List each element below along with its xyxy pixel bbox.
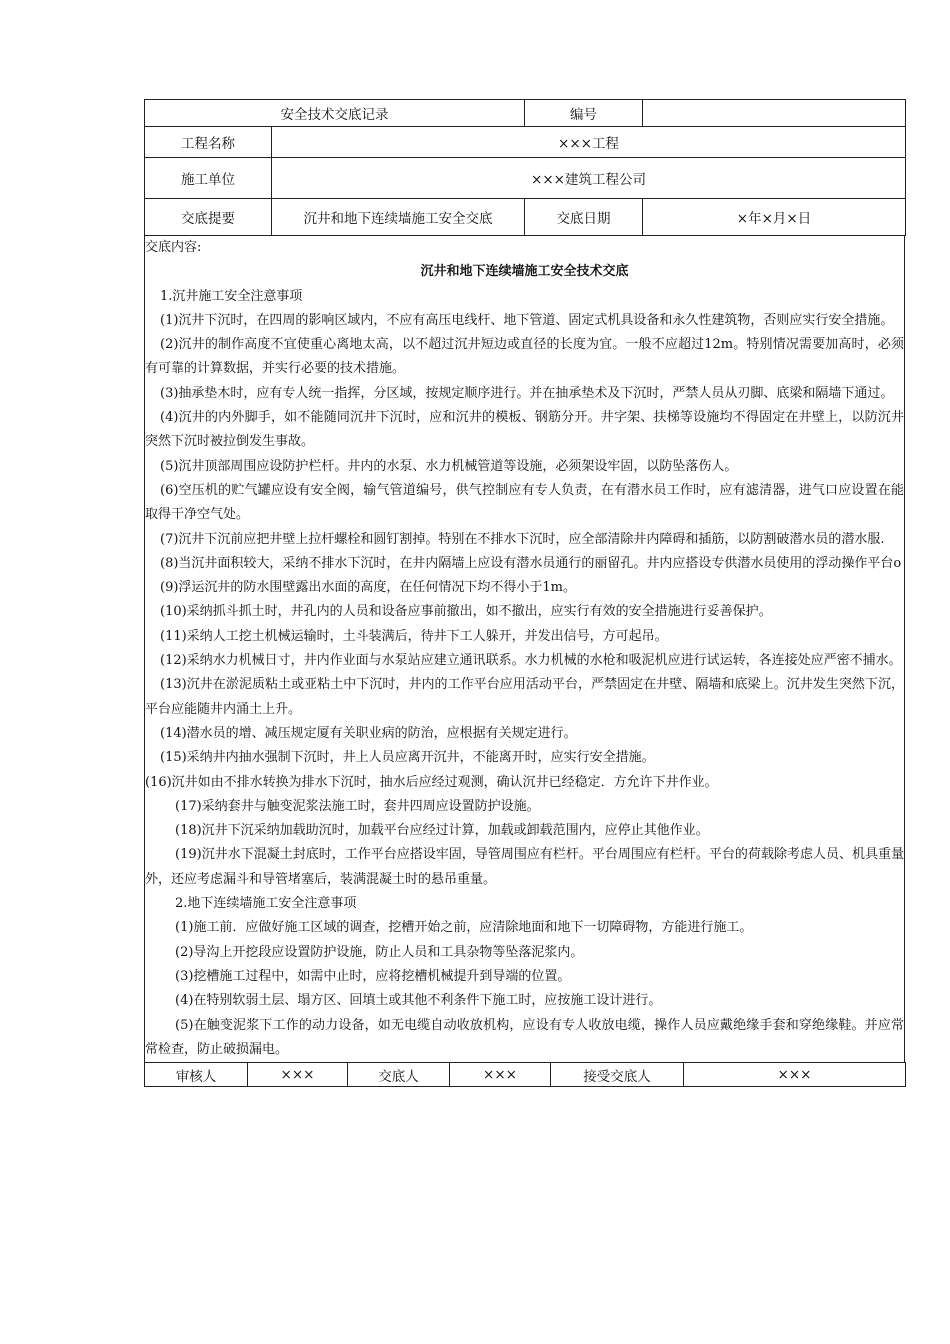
section-heading-2: 2.地下连续墙施工安全注意事项 — [175, 896, 357, 912]
summary-value: 沉井和地下连续墙施工安全交底 — [272, 199, 525, 236]
list-item: (2)导沟上开挖段应设置防护设施，防止人员和工具杂物等坠落泥浆内。 — [175, 944, 584, 960]
list-item: (3)抽承垫木时，应有专人统一指挥，分区域，按规定顺序进行。并在抽承垫术及下沉时，严禁人员从刃脚、底梁和隔墙下通过。 — [160, 385, 894, 401]
list-item: (1)沉井下沉时，在四周的影响区域内，不应有高压电线杆、地下管道、固定式机具设备和永久性建筑物，否则应实行安全措施。 — [160, 312, 894, 328]
list-item: (4)在特别软弱土层、塌方区、回填土或其他不利条件下施工时，应按施工设计进行。 — [175, 993, 662, 1009]
header-table — [144, 99, 906, 236]
list-item: (2)沉井的制作高度不宜使重心离地太高，以不超过沉井短边或直径的长度为宜。一般不应超过12m。特别情况需要加高时，必须有可靠的计算数据，并实行必要的技术措施。 — [145, 337, 904, 377]
reviewer-label: 审核人 — [145, 1063, 248, 1087]
list-item: (18)沉井下沉采纳加载助沉时，加载平台应经过计算，加载或卸载范围内，应停止其他作业。 — [175, 823, 709, 839]
list-item: (19)沉井水下混凝土封底时，工作平台应搭设牢固，导管周围应有栏杆。平台周围应有栏杆。平台的荷载除考虑人员、机具重量外，还应考虑漏斗和导管堵塞后，装满混凝土时的悬吊重量。 — [145, 847, 904, 887]
presenter-label: 交底人 — [348, 1063, 450, 1087]
content-title: 沉井和地下连续墙施工安全技术交底 — [420, 264, 629, 280]
receiver-label: 接受交底人 — [551, 1063, 684, 1087]
list-item: (16)沉井如由不排水转换为排水下沉时，抽水后应经过观测，确认沉井已经稳定．方允许下井作业。 — [145, 774, 718, 790]
disclosure-content — [144, 236, 905, 1062]
list-item: (17)采纳套井与触变泥浆法施工时，套井四周应设置防护设施。 — [175, 798, 540, 814]
list-item: (14)潜水员的增、减压规定厦有关职业病的防治，应根据有关规定进行。 — [160, 725, 577, 741]
reviewer-value: ××× — [248, 1063, 348, 1087]
list-item: (4)沉井的内外脚手，如不能随同沉井下沉时，应和沉井的模板、钢筋分开。井字架、扶梯等设施均不得固定在井壁上，以防沉井突然下沉时被拉倒发生事故。 — [145, 410, 904, 450]
list-item: (5)在触变泥浆下工作的动力设备，如无电缆自动收放机构，应设有专人收放电缆，操作人员应戴绝缘手套和穿绝缘鞋。并应常常检查，防止破损漏电。 — [145, 1017, 904, 1057]
section-1-items-continued — [145, 795, 904, 892]
list-item: (13)沉井在淤泥质粘土或亚粘土中下沉时，井内的工作平台应用活动平台，严禁固定在井壁、隔墙和底梁上。沉井发生突然下沉，平台应能随井内涌土上升。 — [145, 677, 904, 717]
list-item: (15)采纳井内抽水强制下沉时，井上人员应离开沉井，不能离开时，应实行安全措施。 — [160, 750, 655, 766]
unit-value: ×××建筑工程公司 — [272, 158, 906, 199]
list-item: (6)空压机的贮气罐应设有安全阀，输气管道编号，供气控制应有专人负责，在有潜水员工作时，应有滤清器，进气口应设置在能取得干净空气处。 — [145, 482, 904, 523]
date-value: ×年×月×日 — [643, 199, 906, 236]
number-value — [643, 100, 906, 127]
list-item: (3)挖槽施工过程中，如需中止时，应将挖槽机械提升到导端的位置。 — [175, 968, 571, 984]
date-label: 交底日期 — [525, 199, 643, 236]
list-item: (12)采纳水力机械日寸，井内作业面与水泵站应建立通讯联系。水力机械的水枪和吸泥机应进行试运转，各连接处应严密不捕水。 — [160, 653, 902, 669]
project-label: 工程名称 — [145, 127, 272, 158]
summary-label: 交底提要 — [145, 199, 272, 236]
receiver-value: ××× — [684, 1063, 906, 1087]
list-item: (10)采纳抓斗抓土时，井孔内的人员和设备应事前撤出，如不撤出，应实行有效的安全措施进行妥善保护。 — [160, 604, 772, 620]
list-item: (11)采纳人工挖土机械运输时，土斗装满后，待井下工人躲开，并发出信号，方可起吊。 — [160, 628, 668, 644]
unit-label: 施工单位 — [145, 158, 272, 199]
list-item: (5)沉井顶部周围应设防护栏杆。井内的水泵、水力机械管道等设施，必须架设牢固，以防坠落伤人。 — [160, 458, 738, 474]
project-value: ×××工程 — [272, 127, 906, 158]
record-title: 安全技术交底记录 — [145, 100, 525, 127]
presenter-value: ××× — [450, 1063, 551, 1087]
content-label: 交底内容: — [145, 240, 202, 255]
list-item: (9)浮运沉井的防水围壁露出水面的高度，在任何情况下均不得小于1m。 — [160, 580, 577, 596]
signature-table — [144, 1062, 906, 1087]
list-item: (7)沉井下沉前应把井壁上拉杆螺栓和圆钉割掉。特别在不排水下沉时，应全部清除井内障碍和插筋，以防割破潜水员的潜水服. — [160, 531, 885, 547]
section-heading-1: 1.沉井施工安全注意事项 — [160, 288, 303, 304]
list-item: (1)施工前．应做好施工区域的调查，挖槽开始之前，应清除地面和地下一切障碍物，方能进行施工。 — [175, 920, 753, 936]
section-1-items — [145, 309, 904, 771]
section-2-items — [145, 916, 904, 1062]
safety-disclosure-sheet — [144, 99, 905, 1087]
list-item: (8)当沉井面积较大，采纳不排水下沉时，在井内隔墙上应设有潜水员通行的丽留孔。井内应搭设专供潜水员使用的浮动操作平台o — [160, 555, 902, 571]
number-label: 编号 — [525, 100, 643, 127]
